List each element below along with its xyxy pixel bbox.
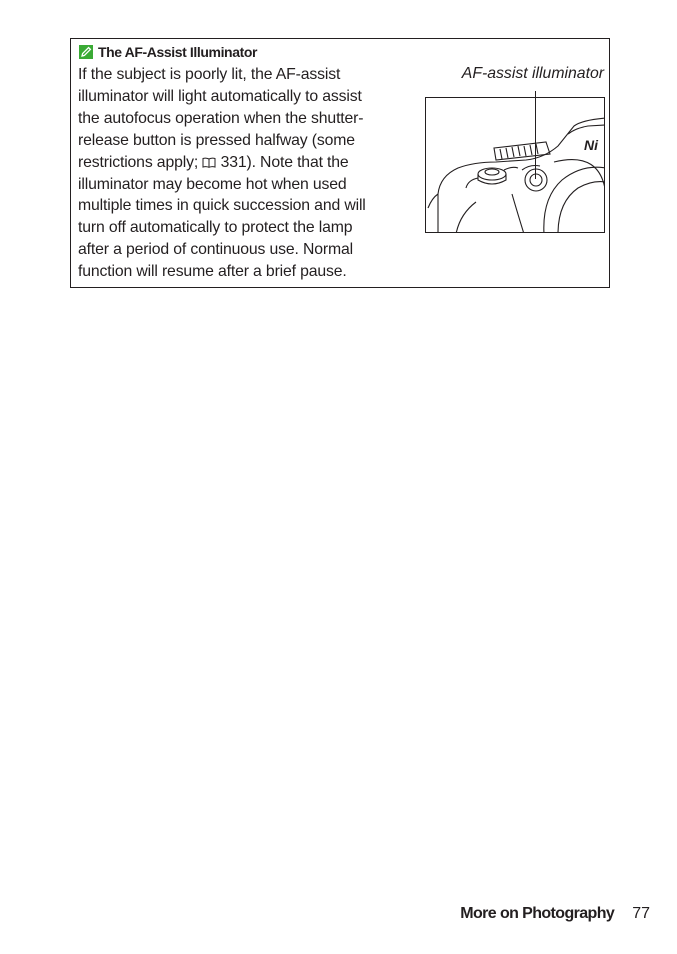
note-line: function will resume after a brief pause. (78, 263, 347, 281)
note-line-with-reference (78, 152, 404, 174)
note-line: If the subject is poorly lit, the AF-assist (78, 66, 341, 83)
footer-section-title: More on Photography (460, 905, 615, 922)
note-line: the autofocus operation when the shutter- (78, 109, 364, 127)
book-reference-icon (202, 153, 216, 164)
page-number: 77 (632, 905, 650, 922)
note-line: after a period of continuous use. Normal (78, 241, 353, 259)
note-line: multiple times in quick succession and will (78, 197, 366, 215)
pencil-note-icon (79, 45, 93, 59)
note-body (78, 64, 404, 283)
note-title (79, 43, 257, 61)
note-box (70, 38, 610, 288)
note-title-text: The AF-Assist Illuminator (98, 44, 258, 60)
page-footer (0, 905, 650, 923)
note-line: illuminator will light automatically to assist (78, 87, 362, 105)
note-line: restrictions apply; (78, 153, 199, 171)
note-line: 331). Note that the (220, 153, 349, 171)
illustration-label: AF-assist illuminator (461, 65, 604, 82)
note-line: turn off automatically to protect the lamp (78, 219, 353, 237)
camera-illustration (425, 97, 605, 233)
camera-brand-lettering: Ni (584, 137, 598, 153)
note-line: release button is pressed halfway (some (78, 131, 355, 149)
note-line: illuminator may become hot when used (78, 175, 347, 193)
leader-line (535, 91, 536, 179)
